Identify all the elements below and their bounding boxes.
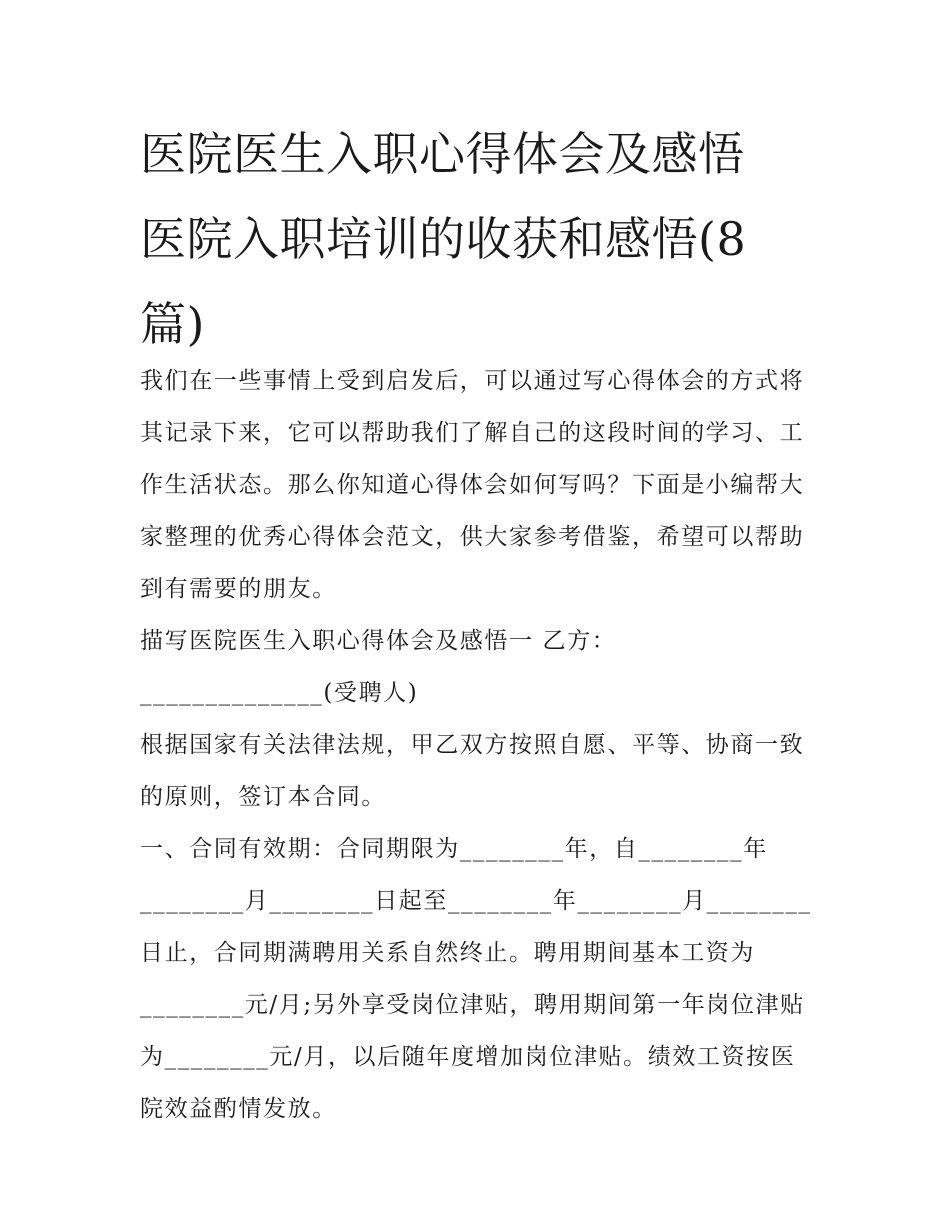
term-line: 院效益酌情发放。 — [140, 1096, 337, 1122]
intro-paragraph — [140, 355, 812, 615]
title-line-2: 医院入职培训的收获和感悟(8 — [140, 212, 747, 266]
intro-line: 我们在一些事情上受到启发后，可以通过写心得体会的方式将 — [140, 368, 805, 394]
principle-line: 的原则，签订本合同。 — [140, 784, 386, 810]
title-line-3: 篇) — [140, 297, 205, 351]
term-line: 一、合同有效期：合同期限为________年，自________年 — [140, 836, 768, 862]
section-heading: 描写医院医生入职心得体会及感悟一 乙方： — [140, 628, 617, 654]
intro-line: 家整理的优秀心得体会范文，供大家参考借鉴，希望可以帮助 — [140, 524, 805, 550]
term-line: ________月________日起至________年________月________ — [140, 888, 812, 914]
term-line: ________元/月;另外享受岗位津贴，聘用期间第一年岗位津贴 — [140, 992, 805, 1018]
term-line: 日止，合同期满聘用关系自然终止。聘用期间基本工资为 — [140, 940, 755, 966]
principle-line: 根据国家有关法律法规，甲乙双方按照自愿、平等、协商一致 — [140, 732, 805, 758]
intro-line: 到有需要的朋友。 — [140, 576, 337, 602]
intro-line: 作生活状态。那么你知道心得体会如何写吗？下面是小编帮大 — [140, 472, 805, 498]
intro-line: 其记录下来，它可以帮助我们了解自己的这段时间的学习、工 — [140, 420, 805, 446]
document-body — [140, 355, 812, 1135]
title-line-1: 医院医生入职心得体会及感悟 — [140, 127, 745, 181]
document-title — [140, 112, 810, 367]
party-line: ______________(受聘人) — [140, 680, 419, 706]
principle-paragraph — [140, 719, 812, 823]
term-paragraph — [140, 823, 812, 1135]
term-line: 为________元/月，以后随年度增加岗位津贴。绩效工资按医 — [140, 1044, 796, 1070]
